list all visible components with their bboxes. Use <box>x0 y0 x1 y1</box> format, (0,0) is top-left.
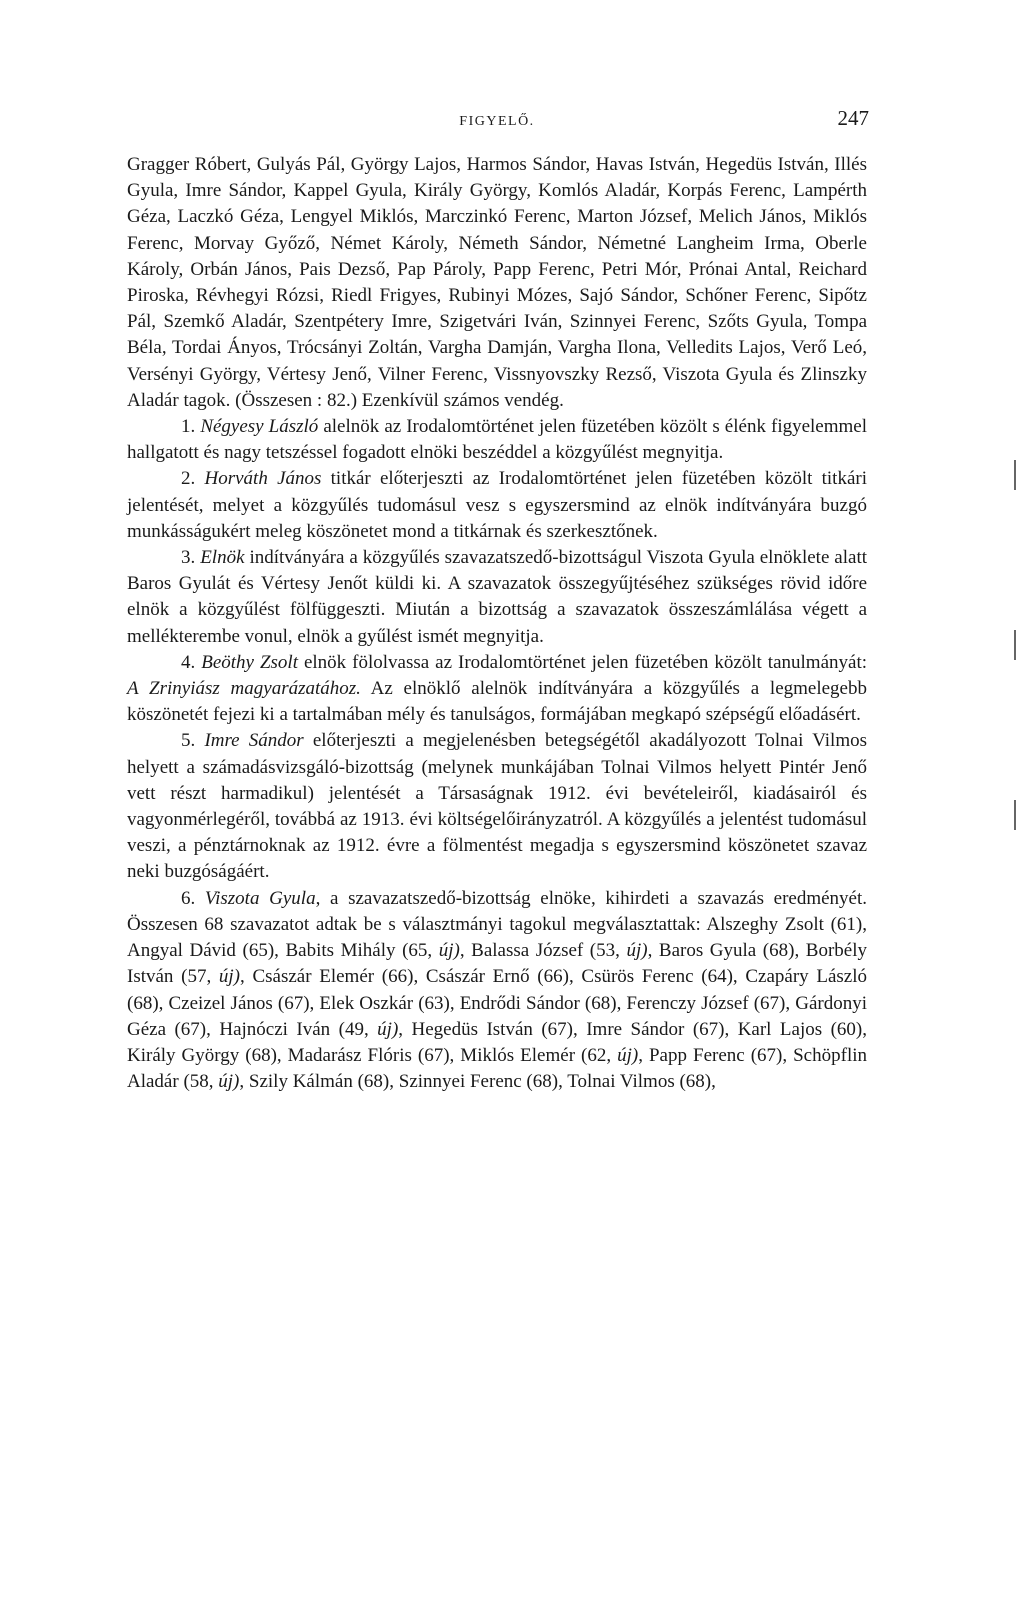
scan-edge-marks <box>1014 460 1017 970</box>
italic-text: új) <box>218 1071 240 1093</box>
text-segment: , Hegedüs István (67), Imre Sándor (67), Karl Lajos (60), Király György (68), Madarász Flóris (67), Miklós Elemér (62, <box>127 1018 868 1066</box>
text-segment: , Papp Ferenc (67), Schöpflin Aladár (58, <box>127 1044 868 1093</box>
paragraph <box>127 414 867 466</box>
paragraph <box>127 886 867 1096</box>
italic-text: új) <box>438 940 460 962</box>
scan-edge-mark <box>1014 800 1016 830</box>
text-segment: 5. <box>181 730 205 752</box>
italic-text: Imre Sándor <box>204 730 304 752</box>
scan-edge-mark <box>1014 460 1016 490</box>
text-segment: előterjeszti a megjelenésben betegségétől akadályozott Tolnai Vilmos helyett a számadásvizsgáló-bizottság (melynek munkájában Tolnai Vilmos helyett Pintér Jenő vett részt harmadikul) jelentését a Társaságnak 1912. évi bevételeiről, kiadásairól és vagyonmérlegéről, továbbá az 1913. évi költségelőirányzatról. A közgyűlés a jelentést tudomásul veszi, a pénztárnoknak az 1912. évre a fölmentést megadja s egyszersmind köszönetet szavaz neki buzgóságáért. <box>127 730 868 883</box>
text-segment: , a szavazatszedő-bizottság elnöke, kihirdeti a szavazás eredményét. Összesen 68 szavazatot adtak be s választmányi tagokul megválasztattak: Alszeghy Zsolt (61), Angyal Dávid (65), Babits Mihály (65, <box>127 887 867 962</box>
text-segment: 2. <box>181 468 205 490</box>
text-segment: 4. <box>181 651 202 673</box>
page-number: 247 <box>837 106 869 130</box>
italic-text: Beöthy Zsolt <box>201 651 298 673</box>
page-header <box>127 100 867 152</box>
text-segment: elnök fölolvassa az Irodalomtörténet jelen füzetében közölt tanulmányát: <box>297 651 867 673</box>
italic-text: új) <box>617 1044 639 1066</box>
document-page <box>127 100 867 1095</box>
text-segment: Az elnöklő alelnök indítványára a közgyűlés a legmelegebb köszönetét fejezi ki a tartalmában mély és tanulságos, formájában megkapó szépségű előadásért. <box>127 678 867 726</box>
paragraph <box>127 466 867 545</box>
text-segment: , Balassa József (53, <box>459 940 627 962</box>
text-segment: 3. <box>181 547 201 569</box>
scan-edge-mark <box>1014 630 1016 660</box>
paragraph <box>127 545 867 650</box>
text-segment: 1. <box>181 416 201 438</box>
italic-text: új) <box>218 966 241 988</box>
text-segment: , Baros Gyula (68), Borbély István (57, <box>127 940 867 988</box>
body-text <box>127 152 867 1095</box>
paragraph <box>127 650 867 729</box>
text-segment: titkár előterjeszti az Irodalomtörténet jelen füzetében közölt titkári jelentését, melyet a közgyűlés tudomásul vesz s egyszersmind az elnök indítványára buzgó munkásságukért meleg köszönetet mond a titkárnak és szerkesztőnek. <box>127 468 867 542</box>
text-segment: 6. <box>181 887 205 909</box>
paragraph <box>127 152 867 414</box>
italic-text: Horváth János <box>204 468 322 490</box>
text-segment: alelnök az Irodalomtörténet jelen füzetében közölt s élénk figyelemmel hallgatott és nagy tetszéssel fogadott elnöki beszéddel a közgyűlést megnyitja. <box>127 416 868 464</box>
italic-text: A Zrinyiász magyarázatához. <box>127 678 361 700</box>
paragraph <box>127 728 867 885</box>
text-segment: , Császár Elemér (66), Császár Ernő (66), Csürös Ferenc (64), Czapáry László (68), Czeizel János (67), Elek Oszkár (63), Endrődi Sándor (68), Ferenczy József (67), Gárdonyi Géza (67), Hajnóczi Iván (49, <box>127 966 867 1040</box>
italic-text: Viszota Gyula <box>204 887 316 909</box>
italic-text: Négyesy László <box>200 416 319 438</box>
italic-text: új) <box>626 940 648 962</box>
running-title: FIGYELŐ. <box>459 114 535 129</box>
italic-text: új) <box>377 1018 399 1040</box>
text-segment: Gragger Róbert, Gulyás Pál, György Lajos, Harmos Sándor, Havas István, Hegedüs István, Illés Gyula, Imre Sándor, Kappel Gyula, Király György, Komlós Aladár, Korpás Ferenc, Lampérth Géza, Laczkó Géza, Lengyel Miklós, Marczinkó Ferenc, Marton József, Melich János, Miklós Ferenc, Morvay Győző, Német Károly, Németh Sándor, Németné Langheim Irma, Oberle Károly, Orbán János, Pais Dezső, Pap Pároly, Papp Ferenc, Petri Mór, Prónai Antal, Reichard Piroska, Révhegyi Rózsi, Riedl Frigyes, Rubinyi Mózes, Sajó Sándor, Schőner Ferenc, Sipőtz Pál, Szemkő Aladár, Szentpétery Imre, Szigetvári Iván, Szinnyei Ferenc, Szőts Gyula, Tompa Béla, Tordai Ányos, Trócsányi Zoltán, Vargha Damján, Vargha Ilona, Velledits Lajos, Verő Leó, Versényi György, Vértesy Jenő, Vilner Ferenc, Vissnyovszky Rezső, Viszota Gyula és Zlinszky Aladár tagok. (Összesen : 82.) Ezenkívül számos vendég. <box>127 154 867 411</box>
italic-text: Elnök <box>200 547 245 569</box>
text-segment: , Szily Kálmán (68), Szinnyei Ferenc (68), Tolnai Vilmos (68), <box>239 1071 716 1093</box>
text-segment: indítványára a közgyűlés szavazatszedő-bizottságul Viszota Gyula elnöklete alatt Baros Gyulát és Vértesy Jenőt küldi ki. A szavazatok összegyűjtéséhez szükséges rövid időre elnök a közgyűlést fölfüggeszti. Miután a bizottság a szavazatok összeszámlálása végett a mellékterembe vonul, elnök a gyűlést ismét megnyitja. <box>127 547 868 647</box>
